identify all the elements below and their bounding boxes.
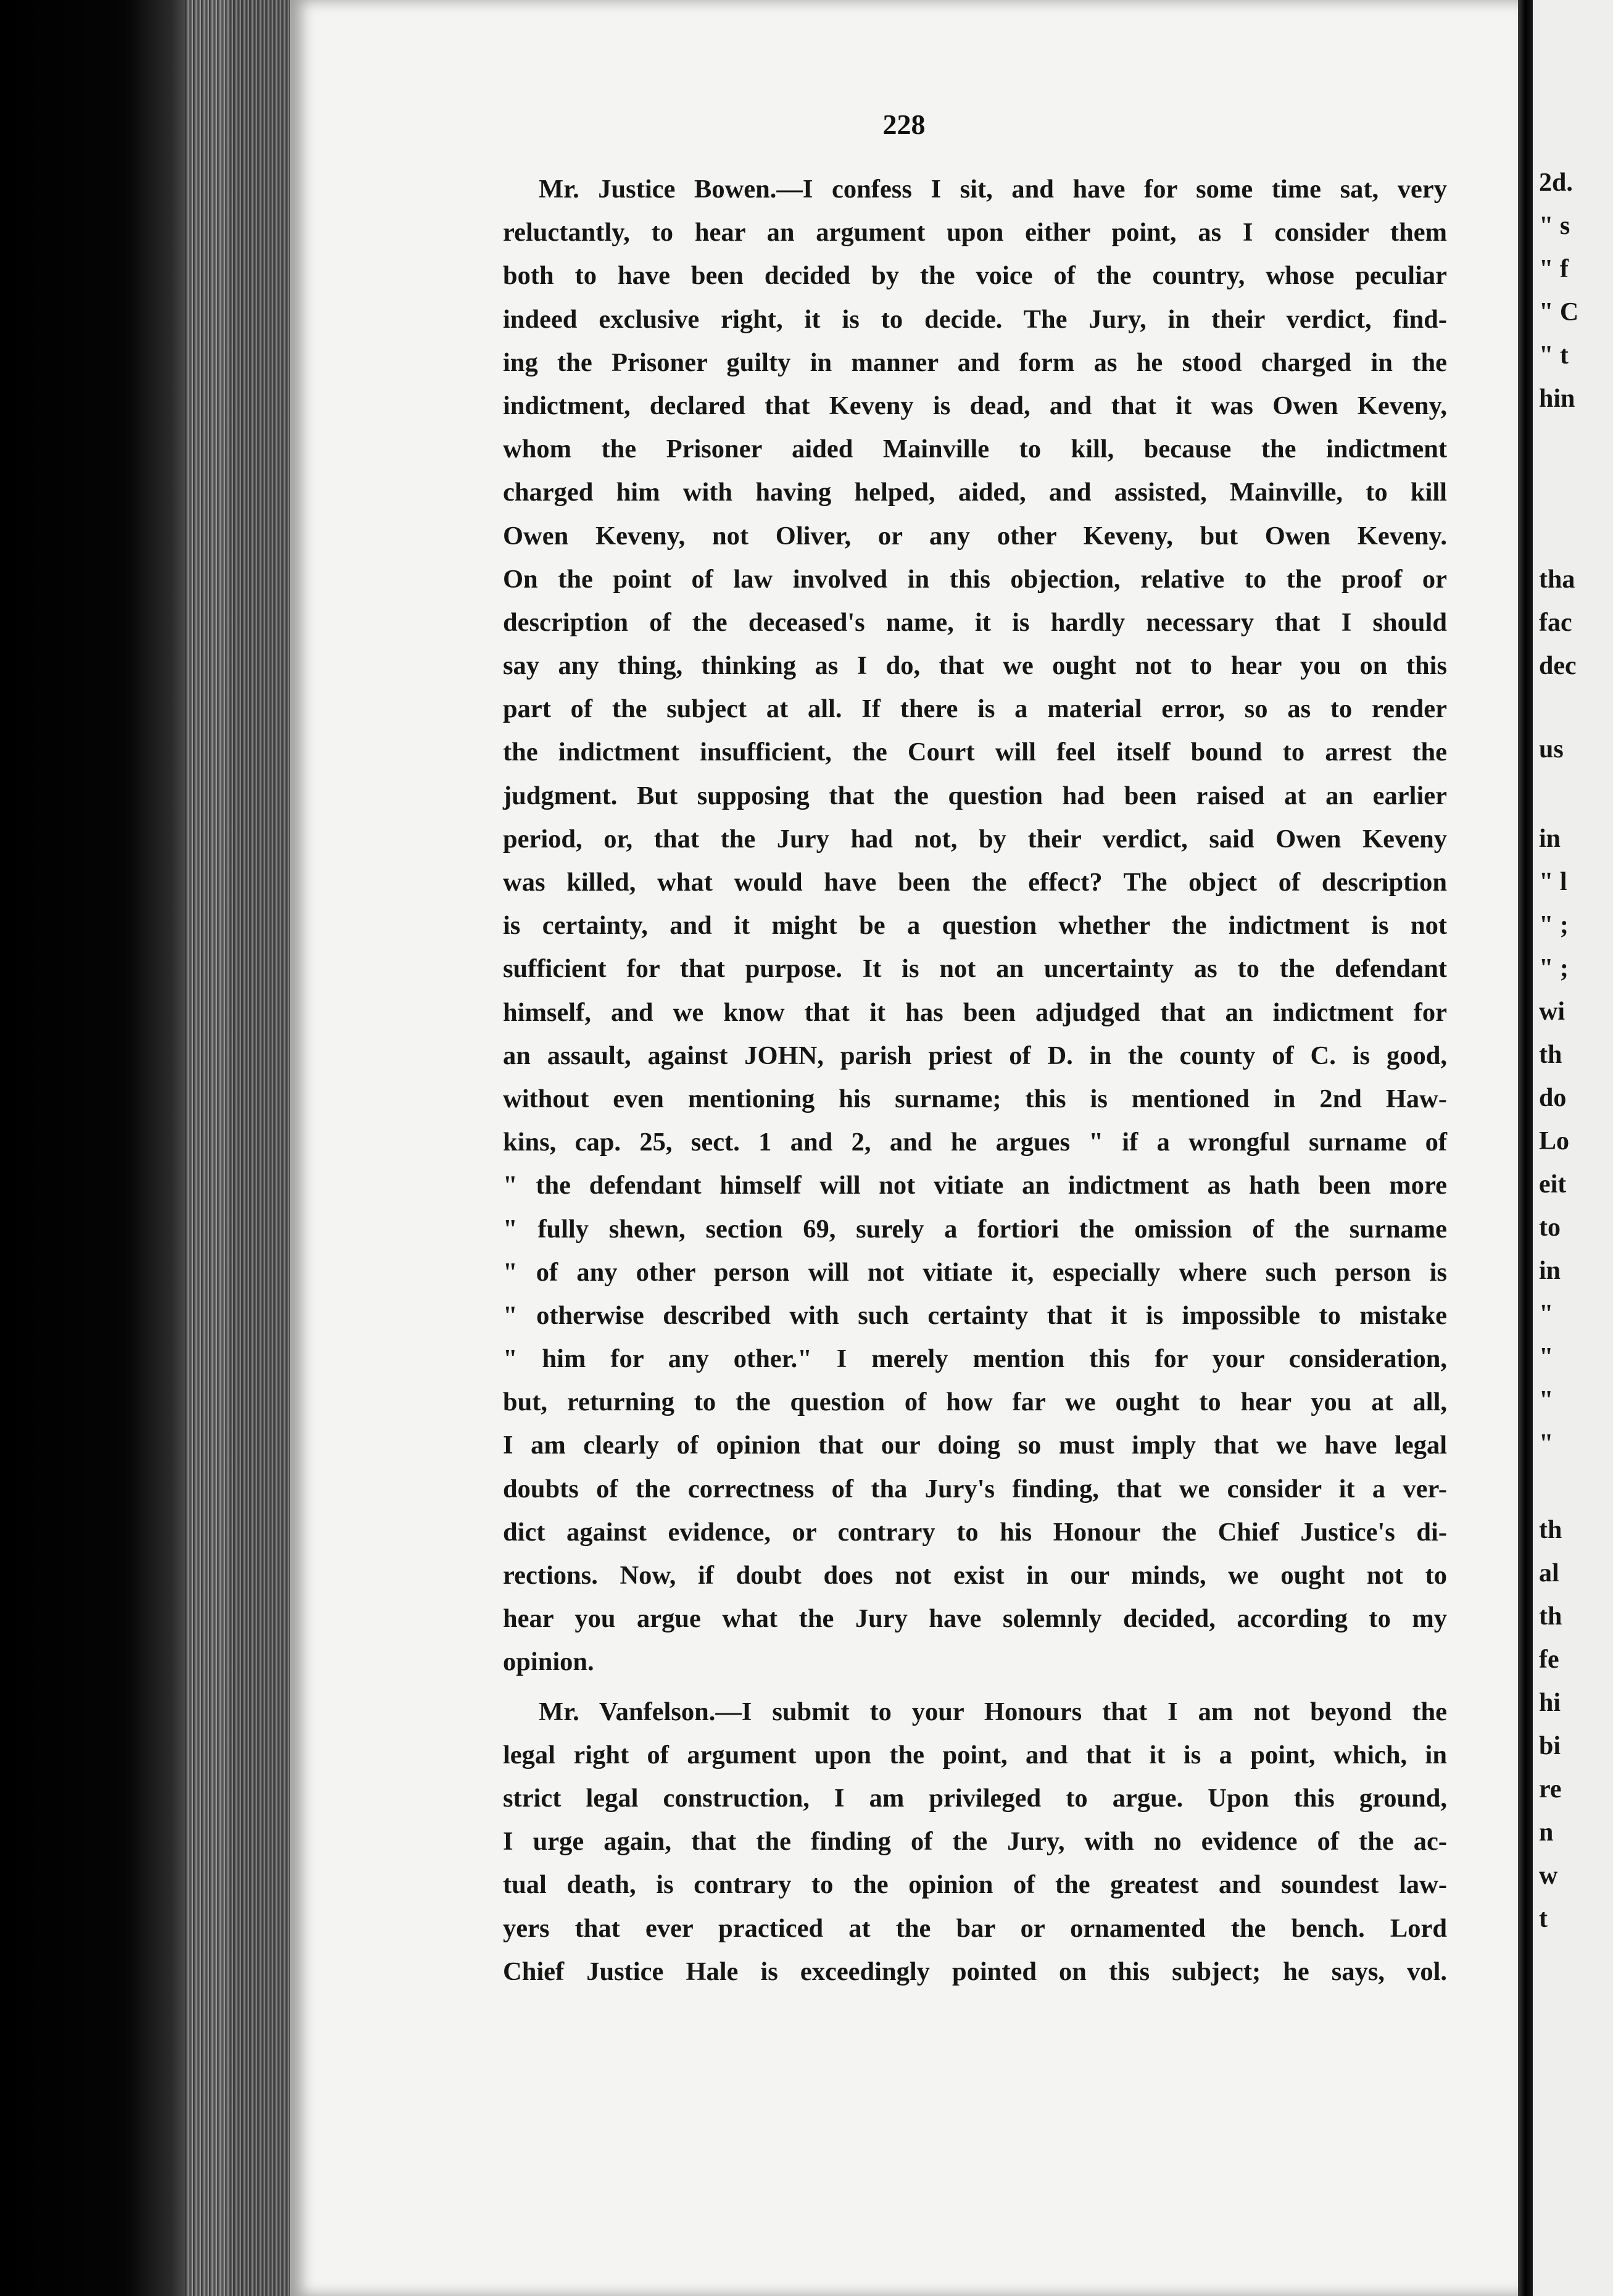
facing-page-fragment: " xyxy=(1539,1343,1554,1371)
text-line: I am clearly of opinion that our doing so must imply that we have legal xyxy=(503,1431,1447,1460)
text-line: " of any other person will not vitiate it, especially where such person is xyxy=(503,1257,1447,1287)
facing-page-fragment: in xyxy=(1539,825,1561,853)
text-line: indictment, declared that Keveny is dead, and that it was Owen Keveny, xyxy=(503,391,1447,420)
facing-page-fragment: re xyxy=(1539,1775,1562,1803)
text-line: reluctantly, to hear an argument upon either point, as I consider them xyxy=(503,218,1447,247)
text-line: kins, cap. 25, sect. 1 and 2, and he argues " if a wrongful surname of xyxy=(503,1128,1447,1157)
text-line: charged him with having helped, aided, and assisted, Mainville, to kill xyxy=(503,478,1447,507)
facing-page-fragment: " ; xyxy=(1539,954,1569,983)
text-line: is certainty, and it might be a question whether the indictment is not xyxy=(503,911,1447,941)
facing-page-fragment: in xyxy=(1539,1257,1561,1285)
facing-page-fragment: " ; xyxy=(1539,911,1569,939)
facing-page-fragment: eit xyxy=(1539,1170,1567,1199)
text-line: " otherwise described with such certainty that it is impossible to mistake xyxy=(503,1300,1447,1330)
facing-page-fragment: " xyxy=(1539,1300,1554,1328)
text-line: " him for any other." I merely mention this for your consideration, xyxy=(503,1344,1447,1374)
text-line: opinion. xyxy=(503,1647,594,1677)
text-line: judgment. But supposing that the question had been raised at an earlier xyxy=(503,781,1447,810)
facing-page-edge xyxy=(1533,0,1613,2296)
text-line: " fully shewn, section 69, surely a fortiori the omission of the surname xyxy=(503,1214,1447,1244)
facing-page-fragment: fac xyxy=(1539,609,1572,637)
text-line: " the defendant himself will not vitiate an indictment as hath been more xyxy=(503,1171,1447,1200)
text-line: without even mentioning his surname; this is mentioned in 2nd Haw- xyxy=(503,1084,1447,1113)
facing-page-fragment: do xyxy=(1539,1084,1567,1112)
text-line: On the point of law involved in this objection, relative to the proof or xyxy=(503,564,1447,594)
text-line: Chief Justice Hale is exceedingly pointed on this subject; he says, vol. xyxy=(503,1957,1447,1986)
facing-page-fragment: bi xyxy=(1539,1732,1561,1760)
text-line: dict against evidence, or contrary to his Honour the Chief Justice's di- xyxy=(503,1517,1447,1547)
facing-page-fragment: " f xyxy=(1539,255,1569,283)
text-line: yers that ever practiced at the bar or ornamented the bench. Lord xyxy=(503,1913,1447,1943)
text-line: doubts of the correctness of tha Jury's finding, that we consider it a ver- xyxy=(503,1474,1447,1504)
facing-page-fragment: us xyxy=(1539,735,1564,763)
facing-page-fragment: t xyxy=(1539,1905,1548,1933)
facing-page-fragment: to xyxy=(1539,1213,1561,1242)
facing-page-fragment: hin xyxy=(1539,385,1575,413)
facing-page-fragment: th xyxy=(1539,1516,1562,1544)
facing-page-fragment: n xyxy=(1539,1818,1554,1847)
text-line: description of the deceased's name, it is hardly necessary that I should xyxy=(503,607,1447,637)
facing-page-fragment: al xyxy=(1539,1559,1559,1587)
text-line: indeed exclusive right, it is to decide. The Jury, in their verdict, find- xyxy=(503,304,1447,334)
text-line: sufficient for that purpose. It is not an uncertainty as to the defendant xyxy=(503,954,1447,984)
text-line: strict legal construction, I am privileged to argue. Upon this ground, xyxy=(503,1783,1447,1813)
facing-page-fragment: " xyxy=(1539,1429,1554,1458)
facing-page-fragment: tha xyxy=(1539,565,1575,594)
facing-page-fragment: w xyxy=(1539,1861,1558,1890)
text-line: I urge again, that the finding of the Jury, with no evidence of the ac- xyxy=(503,1827,1447,1857)
facing-page-fragment: " C xyxy=(1539,298,1579,327)
facing-page-fragment: 2d. xyxy=(1539,168,1573,197)
text-line: rections. Now, if doubt does not exist in our minds, we ought not to xyxy=(503,1561,1447,1590)
text-line: Owen Keveny, not Oliver, or any other Keveny, but Owen Keveny. xyxy=(503,521,1447,551)
text-line: tual death, is contrary to the opinion of the greatest and soundest law- xyxy=(503,1870,1447,1900)
text-line: legal right of argument upon the point, and that it is a point, which, in xyxy=(503,1740,1447,1770)
facing-page-fragment: th xyxy=(1539,1041,1562,1069)
text-line: Mr. Vanfelson.—I submit to your Honours that I am not beyond the xyxy=(539,1697,1447,1726)
text-line: hear you argue what the Jury have solemnly decided, according to my xyxy=(503,1604,1447,1634)
text-line: Mr. Justice Bowen.—I confess I sit, and have for some time sat, very xyxy=(539,175,1447,204)
page-number: 228 xyxy=(882,109,926,140)
facing-page-fragment: " s xyxy=(1539,212,1570,240)
facing-page-fragment: " t xyxy=(1539,341,1569,370)
text-line: was killed, what would have been the effect? The object of description xyxy=(503,868,1447,897)
book-binding-edge xyxy=(185,0,302,2296)
text-line: an assault, against JOHN, parish priest of D. in the county of C. is good, xyxy=(503,1041,1447,1070)
text-line: the indictment insufficient, the Court will feel itself bound to arrest the xyxy=(503,738,1447,767)
text-line: ing the Prisoner guilty in manner and form as he stood charged in the xyxy=(503,347,1447,377)
text-line: say any thing, thinking as I do, that we ought not to hear you on this xyxy=(503,651,1447,681)
text-line: himself, and we know that it has been adjudged that an indictment for xyxy=(503,997,1447,1027)
facing-page-fragment: hi xyxy=(1539,1689,1561,1717)
facing-page-fragment: " xyxy=(1539,1386,1554,1415)
facing-page-fragment: th xyxy=(1539,1602,1562,1631)
facing-page-fragment: wi xyxy=(1539,997,1565,1026)
facing-page-fragment: fe xyxy=(1539,1645,1559,1674)
text-line: both to have been decided by the voice of the country, whose peculiar xyxy=(503,261,1447,291)
text-line: part of the subject at all. If there is a material error, so as to render xyxy=(503,694,1447,724)
facing-page-fragment: dec xyxy=(1539,652,1577,680)
facing-page-fragment: " l xyxy=(1539,868,1567,896)
book-page xyxy=(290,0,1518,2296)
text-line: period, or, that the Jury had not, by their verdict, said Owen Keveny xyxy=(503,824,1447,854)
page-text xyxy=(503,168,1447,1994)
facing-page-fragment: Lo xyxy=(1539,1127,1570,1155)
text-line: but, returning to the question of how far we ought to hear you at all, xyxy=(503,1387,1447,1417)
text-line: whom the Prisoner aided Mainville to kill, because the indictment xyxy=(503,435,1447,464)
book-gutter xyxy=(1518,0,1533,2296)
